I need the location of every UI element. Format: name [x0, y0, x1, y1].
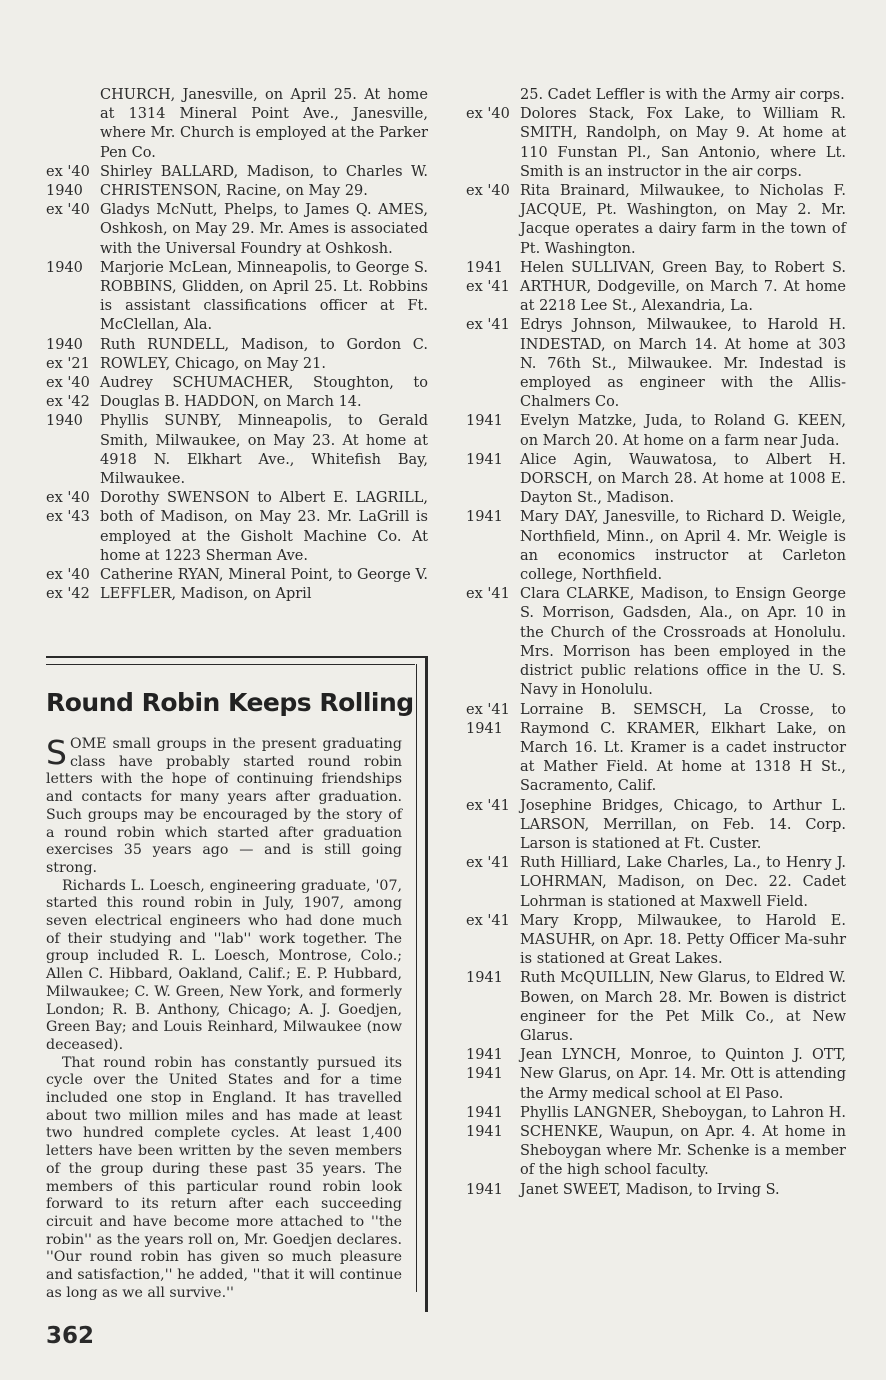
class-year: ex '40 ex '43	[46, 490, 90, 526]
entry-text: Ruth RUNDELL, Madison, to Gordon C. ROWLEY, Chicago, on May 21.	[100, 336, 428, 372]
marriage-entry	[466, 86, 846, 105]
marriage-entry	[46, 566, 428, 604]
entry-text: Phyllis LANGNER, Sheboygan, to Lahron H. SCHENKE, Waupun, on Apr. 4. At home in Sheboygan where Mr. Schenke is a member of the high school faculty.	[520, 1104, 846, 1179]
entry-text: Alice Agin, Wauwatosa, to Albert H. DORSCH, on March 28. At home at 1008 E. Dayton St., Madison.	[520, 451, 846, 507]
entry-text: Audrey SCHUMACHER, Stoughton, to Douglas B. HADDON, on March 14.	[100, 375, 428, 411]
marriage-entry	[466, 316, 846, 412]
marriage-entry	[466, 585, 846, 700]
class-year: 1940	[46, 259, 83, 276]
entry-text: Dorothy SWENSON to Albert E. LAGRILL, both of Madison, on May 23. Mr. LaGrill is employed at the Gisholt Machine Co. At home at 1223 Sherman Ave.	[100, 490, 428, 564]
marriage-entry	[46, 259, 428, 336]
entry-text: 25. Cadet Leffler is with the Army air corps.	[520, 87, 845, 103]
marriage-entry	[466, 451, 846, 509]
class-year	[46, 86, 100, 163]
class-year: 1941 ex '41	[466, 259, 510, 296]
class-year: ex '40 ex '42	[46, 567, 90, 603]
marriage-entry	[46, 336, 428, 374]
article-paragraph-3: That round robin has constantly pursued its cycle over the United States and for a time included one stop in England. It has travelled about two million miles and has made at least two hundred complete cycles. At least 1,400 letters have been written by the seven members of the group during these past 35 years. The members of this particular round robin look forward to its return after each succeeding circuit and have become more attached to ''the robin'' as the years roll on, Mr. Goedjen declares. ''Our round robin has given so much pleasure and satisfaction,'' he added, ''that it will continue as long as we all survive.''	[46, 1054, 402, 1301]
entry-text: Jean LYNCH, Monroe, to Quinton J. OTT, New Glarus, on Apr. 14. Mr. Ott is attending the Army medical school at El Paso.	[520, 1047, 846, 1102]
right-column	[466, 86, 846, 1200]
entry-text: Edrys Johnson, Milwaukee, to Harold H. INDESTAD, on March 14. At home at 303 N. 76th St., Milwaukee. Mr. Indestad is employed as engineer with the Allis-Chalmers Co.	[520, 317, 846, 411]
entry-text: Helen SULLIVAN, Green Bay, to Robert S. ARTHUR, Dodgeville, on March 7. At home at 2218 Lee St., Alexandria, La.	[520, 259, 846, 315]
class-year: ex '40	[466, 183, 510, 200]
class-year: ex '41	[466, 912, 510, 929]
marriage-entry	[466, 854, 846, 912]
entry-text: Gladys McNutt, Phelps, to James Q. AMES, Oshkosh, on May 29. Mr. Ames is associated with the Universal Foundry at Oshkosh.	[100, 202, 428, 257]
class-year: 1941	[466, 413, 503, 430]
entry-text: Josephine Bridges, Chicago, to Arthur L. LARSON, Merrillan, on Feb. 14. Corp. Larson is stationed at Ft. Custer.	[520, 797, 846, 852]
entry-text: Ruth Hilliard, Lake Charles, La., to Henry J. LOHRMAN, Madison, on Dec. 22. Cadet Lohrman is stationed at Maxwell Field.	[520, 855, 846, 910]
class-year: 1940 ex '21	[46, 336, 90, 372]
class-year: ex '40 ex '42	[46, 375, 90, 411]
entry-text: Ruth McQUILLIN, New Glarus, to Eldred W. Bowen, on March 28. Mr. Bowen is district engineer for the Pet Milk Co., at New Glarus.	[520, 970, 846, 1044]
marriage-entry	[466, 259, 846, 317]
entry-text: Clara CLARKE, Madison, to Ensign George S. Morrison, Gadsden, Ala., on Apr. 10 in the Church of the Crossroads at Honolulu. Mrs. Morrison has been employed in the district public relations office in the U. S. Navy in Honolulu.	[520, 586, 846, 699]
marriage-entry	[466, 508, 846, 585]
entry-text: Dolores Stack, Fox Lake, to William R. SMITH, Randolph, on May 9. At home at 110 Funstan Pl., San Antonio, where Lt. Smith is an instructor in the air corps.	[520, 106, 846, 180]
class-year: ex '40	[46, 202, 90, 219]
class-year: 1941	[466, 509, 503, 526]
marriage-entry	[46, 86, 428, 163]
drop-cap: S	[46, 733, 67, 772]
class-year: ex '40	[466, 106, 510, 123]
marriage-entry	[466, 797, 846, 855]
class-year: ex '41	[466, 855, 510, 872]
entry-text: Evelyn Matzke, Juda, to Roland G. KEEN, on March 20. At home on a farm near Juda.	[520, 413, 846, 449]
entry-text: Marjorie McLean, Minneapolis, to George S. ROBBINS, Glidden, on April 25. Lt. Robbins is assistant classifications officer at Ft. McClellan, Ala.	[100, 259, 428, 334]
article-box	[46, 656, 428, 1312]
marriage-entry	[466, 105, 846, 182]
page-number: 362	[46, 1323, 95, 1349]
marriage-entry	[466, 1181, 846, 1200]
marriage-entry	[46, 201, 428, 259]
marriage-entry	[46, 412, 428, 489]
article-paragraph-2: Richards L. Loesch, engineering graduate, '07, started this round robin in July, 1907, among seven electrical engineers who had done much of their studying and ''lab'' work together. The group included R. L. Loesch, Montrose, Colo.; Allen C. Hibbard, Oakland, Calif.; E. P. Hubbard, Milwaukee; C. W. Green, New York, and formerly London; R. B. Anthony, Chicago; A. J. Goedjen, Green Bay; and Louis Reinhard, Milwaukee (now deceased).	[46, 877, 402, 1053]
marriage-entry	[46, 163, 428, 201]
article-paragraph-1	[46, 733, 402, 878]
class-year: 1941	[466, 451, 503, 468]
class-year: 1940	[46, 413, 83, 430]
entry-text: Janet SWEET, Madison, to Irving S.	[520, 1181, 780, 1198]
entry-text: Shirley BALLARD, Madison, to Charles W. CHRISTENSON, Racine, on May 29.	[100, 163, 428, 200]
class-year: 1941	[466, 1181, 503, 1198]
entry-text: Rita Brainard, Milwaukee, to Nicholas F. JACQUE, Pt. Washington, on May 2. Mr. Jacque operates a dairy farm in the town of Pt. Washington.	[520, 183, 846, 257]
class-year: ex '41	[466, 797, 510, 814]
marriage-entry	[46, 489, 428, 566]
class-year: 1941	[466, 970, 503, 987]
class-year	[466, 86, 520, 105]
marriage-entry	[46, 374, 428, 412]
class-year: ex '40 1940	[46, 163, 90, 200]
class-year: ex '41	[466, 317, 510, 334]
article-body	[46, 733, 402, 1303]
entry-text: Phyllis SUNBY, Minneapolis, to Gerald Smith, Milwaukee, on May 23. At home at 4918 N. Elkhart Ave., Whitefish Bay, Milwaukee.	[100, 413, 428, 488]
marriage-entry	[466, 182, 846, 259]
entry-text: Catherine RYAN, Mineral Point, to George V. LEFFLER, Madison, on April	[100, 567, 428, 603]
entry-text: Mary Kropp, Milwaukee, to Harold E. MASUHR, on Apr. 18. Petty Officer Ma-suhr is stationed at Great Lakes.	[520, 912, 846, 968]
marriage-entry	[466, 1104, 846, 1181]
entry-text: Mary DAY, Janesville, to Richard D. Weigle, Northfield, Minn., on April 4. Mr. Weigle is an economics instructor at Carleton college, Northfield.	[520, 509, 846, 584]
marriage-entry	[466, 701, 846, 797]
class-year: 1941 1941	[466, 1104, 503, 1140]
marriage-entry	[466, 969, 846, 1046]
box-rule	[46, 664, 415, 665]
left-column	[46, 86, 428, 604]
class-year: ex '41 1941	[466, 701, 510, 737]
marriage-entry	[466, 912, 846, 970]
box-rule-right	[416, 664, 417, 1292]
article-paragraph-1-text: OME small groups in the present graduating class have probably started round robin letters with the hope of continuing friendships and contacts for many years after graduation. Such groups may be encouraged by the story of a round robin which started after graduation exercises 35 years ago — and is still going strong.	[46, 736, 402, 876]
class-year: ex '41	[466, 586, 510, 603]
entry-text: CHURCH, Janesville, on April 25. At home at 1314 Mineral Point Ave., Janesville, where Mr. Church is employed at the Parker Pen Co.	[100, 87, 428, 161]
marriage-entry	[466, 412, 846, 450]
entry-text: Lorraine B. SEMSCH, La Crosse, to Raymond C. KRAMER, Elkhart Lake, on March 16. Lt. Kramer is a cadet instructor at Mather Field. At home at 1318 H St., Sacramento, Calif.	[520, 701, 846, 795]
class-year: 1941 1941	[466, 1047, 503, 1083]
article-title: Round Robin Keeps Rolling	[46, 688, 414, 717]
marriage-entry	[466, 1046, 846, 1104]
